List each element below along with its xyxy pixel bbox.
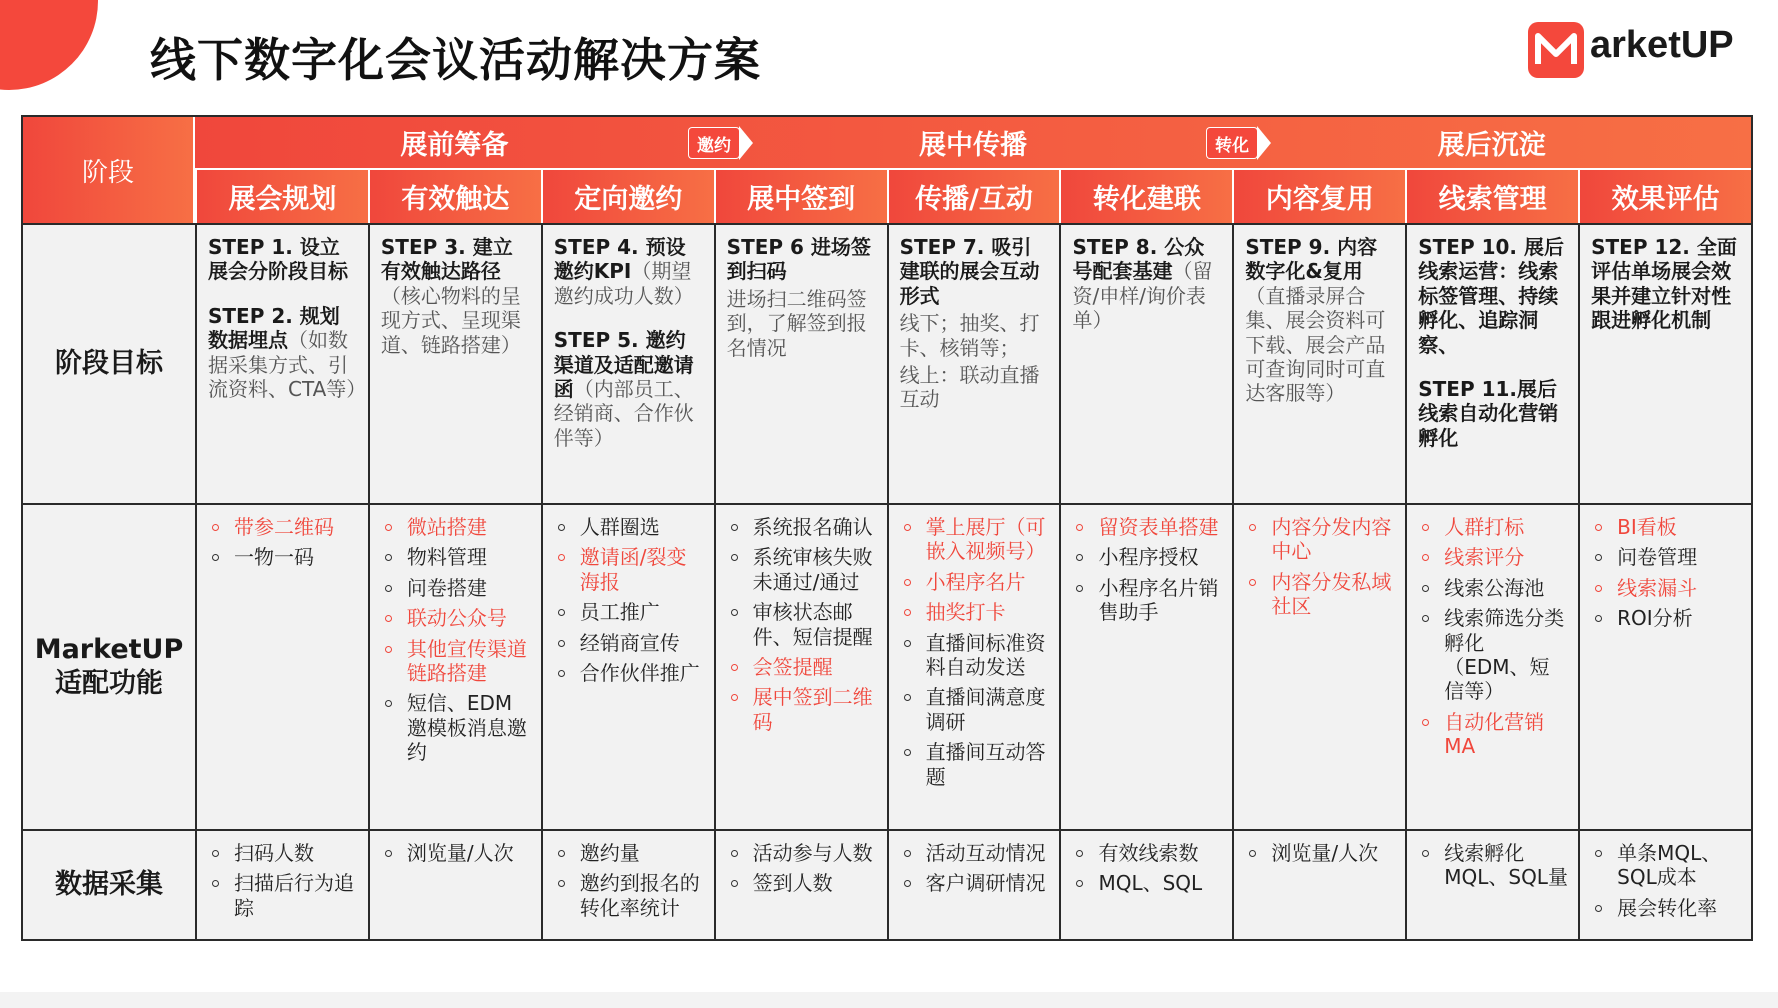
- feature-item: ROI分析: [1591, 606, 1741, 630]
- feature-item: 人群圈选: [554, 515, 704, 539]
- goal-cell: [1059, 223, 1232, 503]
- data-item: 展会转化率: [1591, 896, 1741, 920]
- feature-list: [1245, 515, 1395, 619]
- goal-step-title: STEP 5. 邀约渠道及适配邀请函: [553, 328, 694, 401]
- goal-step-title: STEP 9. 内容数字化&复用: [1245, 235, 1378, 284]
- data-list: [1591, 841, 1741, 920]
- feature-item: 问卷搭建: [381, 576, 531, 600]
- feature-item: BI看板: [1591, 515, 1741, 539]
- feature-item: 线索筛选分类孵化（EDM、短信等）: [1418, 606, 1568, 704]
- step-header: 内容复用: [1232, 170, 1405, 223]
- feature-item: 直播间满意度调研: [900, 685, 1050, 734]
- feature-item: 问卷管理: [1591, 545, 1741, 569]
- goal-step-title: STEP 1. 设立展会分阶段目标: [208, 235, 348, 284]
- goal-detail: 线下；抽奖、打卡、核销等；: [899, 311, 1040, 360]
- goal-step-title: STEP 11.展后线索自动化营销孵化: [1418, 376, 1559, 450]
- data-item: 邀约到报名的转化率统计: [554, 871, 704, 920]
- feature-item: 系统审核失败未通过/通过: [727, 545, 877, 594]
- feature-item: 内容分发内容中心: [1245, 515, 1395, 564]
- data-item: 浏览量/人次: [381, 841, 531, 865]
- decorative-circle: [0, 0, 98, 90]
- data-item: 单条MQL、SQL成本: [1591, 841, 1741, 890]
- feature-cell: [887, 503, 1060, 829]
- feature-cell: [1405, 503, 1578, 829]
- data-item: 活动互动情况: [900, 841, 1050, 865]
- row-label-features-line1: MarketUP: [34, 634, 184, 666]
- feature-item: 线索漏斗: [1591, 576, 1741, 600]
- data-list: [1072, 841, 1222, 896]
- row-label-features: [23, 503, 195, 829]
- goal-cell: [1232, 223, 1405, 503]
- goal-cell: [195, 223, 368, 503]
- feature-item: 展中签到二维码: [727, 685, 877, 734]
- feature-item: 其他宣传渠道链路搭建: [381, 637, 531, 686]
- solution-table: [21, 115, 1753, 941]
- step-header: 转化建联: [1059, 170, 1232, 223]
- feature-list: [727, 515, 877, 734]
- goal-step-title: STEP 2. 规划数据埋点: [208, 303, 340, 353]
- feature-item: 带参二维码: [208, 515, 358, 539]
- feature-list: [554, 515, 704, 685]
- step-header: 展中签到: [714, 170, 887, 223]
- feature-item: 邀请函/裂变海报: [554, 545, 704, 594]
- step-header: 传播/互动: [887, 170, 1060, 223]
- data-item: 签到人数: [727, 871, 877, 895]
- goal-step-title: STEP 12. 全面评估单场展会效果并建立针对性跟进孵化机制: [1591, 235, 1737, 333]
- goal-item: [554, 235, 704, 308]
- data-list: [727, 841, 877, 896]
- data-item: 有效线索数: [1072, 841, 1222, 865]
- data-list: [1245, 841, 1395, 865]
- feature-item: 线索公海池: [1418, 576, 1568, 600]
- goal-step-title: STEP 8. 公众号配套基建: [1072, 235, 1205, 284]
- data-cell: [1059, 829, 1232, 939]
- goal-item: [1591, 235, 1741, 333]
- feature-list: [1418, 515, 1568, 759]
- step-header: 展会规划: [195, 170, 368, 223]
- feature-cell: [368, 503, 541, 829]
- data-item: 客户调研情况: [900, 871, 1050, 895]
- data-cell: [195, 829, 368, 939]
- data-item: MQL、SQL: [1072, 871, 1222, 895]
- goal-item: [554, 328, 704, 450]
- feature-list: [1072, 515, 1222, 625]
- goal-item: [1072, 235, 1222, 333]
- arrow-right-icon: [1257, 126, 1271, 160]
- goal-item: [1418, 235, 1568, 357]
- feature-item: 直播间互动答题: [900, 740, 1050, 789]
- footer-band: [0, 992, 1778, 1008]
- goal-detail: 线上：联动直播互动: [899, 362, 1040, 412]
- feature-cell: [1232, 503, 1405, 829]
- feature-item: 内容分发私域社区: [1245, 570, 1395, 619]
- goal-step-title: STEP 10. 展后线索运营：线索标签管理、持续孵化、追踪洞察、: [1418, 235, 1564, 357]
- feature-list: [900, 515, 1050, 789]
- phase-during: 展中传播: [919, 130, 1027, 161]
- feature-item: 员工推广: [554, 600, 704, 624]
- data-list: [900, 841, 1050, 896]
- step-header: 效果评估: [1578, 170, 1751, 223]
- goal-step-title: STEP 6 进场签到扫码: [726, 235, 871, 284]
- row-label-features-line2: 适配功能: [54, 668, 163, 699]
- goal-cell: [368, 223, 541, 503]
- feature-item: 小程序名片销售助手: [1072, 576, 1222, 625]
- feature-cell: [195, 503, 368, 829]
- data-cell: [368, 829, 541, 939]
- goal-item: [208, 303, 367, 402]
- page-title: 线下数字化会议活动解决方案: [150, 33, 761, 87]
- phase-pre: 展前筹备: [400, 130, 509, 161]
- feature-item: 人群打标: [1418, 515, 1568, 539]
- feature-item: 抽奖打卡: [900, 600, 1050, 624]
- goal-item: [900, 235, 1050, 412]
- goal-cell: [1578, 223, 1751, 503]
- feature-cell: [714, 503, 887, 829]
- feature-item: 审核状态邮件、短信提醒: [727, 600, 877, 649]
- feature-cell: [541, 503, 714, 829]
- feature-cell: [1059, 503, 1232, 829]
- data-cell: [1578, 829, 1751, 939]
- data-cell: [1232, 829, 1405, 939]
- feature-item: 留资表单搭建: [1072, 515, 1222, 539]
- feature-item: 经销商宣传: [554, 631, 704, 655]
- feature-list: [1591, 515, 1741, 631]
- logo-text: arketUP: [1590, 24, 1734, 66]
- connector-convert-label: 转化: [1207, 128, 1257, 158]
- goal-item: [1418, 377, 1568, 450]
- goal-detail: （留资/申样/询价表单）: [1072, 259, 1213, 333]
- feature-item: 一物一码: [208, 545, 358, 569]
- goal-cell: [887, 223, 1060, 503]
- data-list: [208, 841, 358, 920]
- step-header: 有效触达: [368, 170, 541, 223]
- feature-item: 联动公众号: [381, 606, 531, 630]
- arrow-right-icon: [739, 126, 753, 160]
- data-item: 扫码人数: [208, 841, 358, 865]
- feature-item: 小程序授权: [1072, 545, 1222, 569]
- goal-detail: （期望邀约成功人数）: [553, 259, 694, 308]
- stage-header: 阶段: [23, 117, 195, 223]
- goal-detail: （直播录屏合集、展会资料可下载、展会产品可查询同时可直达客服等）: [1245, 283, 1386, 406]
- feature-item: 线索评分: [1418, 545, 1568, 569]
- goal-step-title: STEP 7. 吸引建联的展会互动形式: [899, 235, 1040, 308]
- feature-item: 合作伙伴推广: [554, 661, 704, 685]
- step-header: 定向邀约: [541, 170, 714, 223]
- phase-row: [195, 117, 1751, 170]
- feature-list: [381, 515, 531, 765]
- connector-convert: [1207, 127, 1269, 159]
- goal-step-title: STEP 4. 预设邀约KPI: [553, 235, 686, 284]
- feature-item: 物料管理: [381, 545, 531, 569]
- goal-cell: [1405, 223, 1578, 503]
- connector-invite-label: 邀约: [689, 128, 739, 158]
- data-cell: [714, 829, 887, 939]
- feature-item: 小程序名片: [900, 570, 1050, 594]
- goal-cell: [714, 223, 887, 503]
- feature-item: 掌上展厅（可嵌入视频号）: [900, 515, 1050, 564]
- step-header: 线索管理: [1405, 170, 1578, 223]
- goal-item: [208, 235, 358, 284]
- logo-m-icon: [1528, 22, 1584, 78]
- data-item: 活动参与人数: [727, 841, 877, 865]
- data-item: 邀约量: [554, 841, 704, 865]
- data-cell: [541, 829, 714, 939]
- goal-detail: 进场扫二维码签到，了解签到报名情况: [726, 286, 867, 360]
- feature-item: 自动化营销MA: [1418, 710, 1568, 759]
- data-item: 浏览量/人次: [1245, 841, 1395, 865]
- goal-item: [1245, 235, 1395, 406]
- data-cell: [1405, 829, 1578, 939]
- row-label-goals: 阶段目标: [23, 223, 195, 503]
- feature-item: 会签提醒: [727, 655, 877, 679]
- goal-detail: （内部员工、经销商、合作伙伴等）: [553, 376, 694, 450]
- goal-cell: [541, 223, 714, 503]
- goal-detail: （如数据采集方式、引流资料、CTA等）: [208, 328, 367, 401]
- data-list: [381, 841, 531, 865]
- connector-invite: [689, 127, 751, 159]
- feature-item: 直播间标准资料自动发送: [900, 631, 1050, 680]
- feature-list: [208, 515, 358, 570]
- goal-step-title: STEP 3. 建立有效触达路径: [380, 235, 513, 284]
- data-list: [1418, 841, 1568, 890]
- goal-item: [381, 235, 531, 357]
- feature-item: 系统报名确认: [727, 515, 877, 539]
- goal-item: [727, 235, 877, 360]
- row-label-data: 数据采集: [23, 829, 195, 939]
- goal-detail: （核心物料的呈现方式、呈现渠道、链路搭建）: [380, 283, 521, 357]
- feature-item: 短信、EDM邀模板消息邀约: [381, 691, 531, 764]
- feature-item: 微站搭建: [381, 515, 531, 539]
- feature-cell: [1578, 503, 1751, 829]
- data-item: 线索孵化MQL、SQL量: [1418, 841, 1568, 890]
- phase-post: 展后沉淀: [1437, 130, 1546, 161]
- data-item: 扫描后行为追踪: [208, 871, 358, 920]
- data-cell: [887, 829, 1060, 939]
- data-list: [554, 841, 704, 920]
